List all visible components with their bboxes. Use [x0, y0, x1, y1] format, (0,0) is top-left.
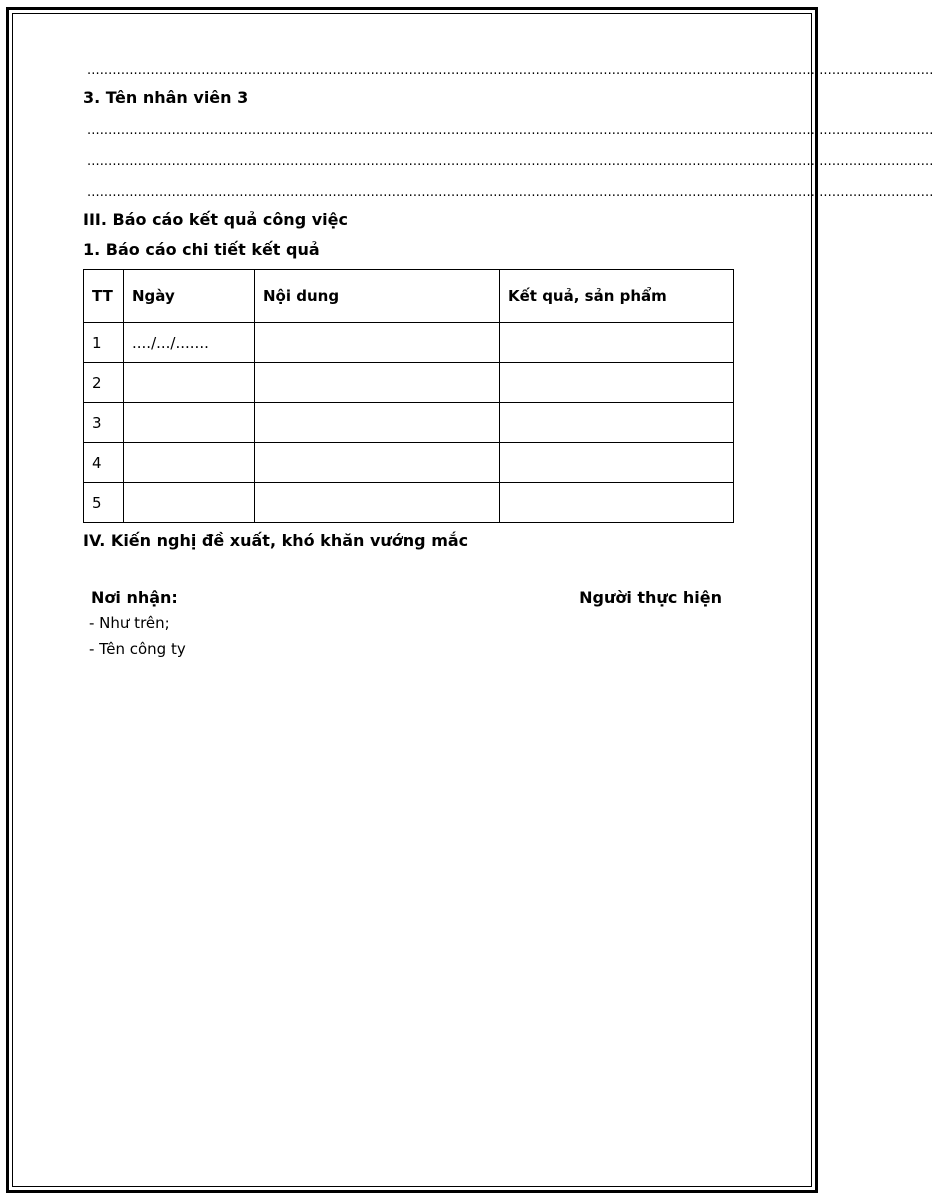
cell-content [255, 323, 500, 363]
results-table [83, 269, 734, 523]
cell-result [500, 323, 734, 363]
dotted-fill-line: ........................................................................................................................................................................................................ [87, 123, 933, 138]
cell-content [255, 363, 500, 403]
cell-tt: 1 [84, 323, 124, 363]
table-row [84, 443, 734, 483]
cell-result [500, 483, 734, 523]
cell-result [500, 443, 734, 483]
table-header-row [84, 270, 734, 323]
header-content: Nội dung [255, 270, 500, 323]
cell-tt: 5 [84, 483, 124, 523]
table-row [84, 403, 734, 443]
dotted-fill-line: ........................................................................................................................................................................................................ [87, 63, 933, 78]
cell-content [255, 443, 500, 483]
cell-tt: 2 [84, 363, 124, 403]
table-row [84, 363, 734, 403]
cell-date: ..../.../....... [124, 323, 255, 363]
dotted-fill-line: ........................................................................................................................................................................................................ [87, 185, 933, 200]
recipient-item: - Tên công ty [89, 640, 186, 658]
cell-date [124, 443, 255, 483]
cell-date [124, 483, 255, 523]
table-row [84, 483, 734, 523]
cell-result [500, 403, 734, 443]
subsection-1-heading: 1. Báo cáo chi tiết kết quả [83, 240, 320, 259]
recipients-label: Nơi nhận: [91, 588, 178, 607]
cell-date [124, 403, 255, 443]
header-result: Kết quả, sản phẩm [500, 270, 734, 323]
cell-content [255, 403, 500, 443]
cell-result [500, 363, 734, 403]
cell-tt: 4 [84, 443, 124, 483]
header-date: Ngày [124, 270, 255, 323]
performer-label: Người thực hiện [579, 588, 722, 607]
cell-content [255, 483, 500, 523]
recipient-item: - Như trên; [89, 614, 170, 632]
header-tt: TT [84, 270, 124, 323]
table-row [84, 323, 734, 363]
section-4-heading: IV. Kiến nghị đề xuất, khó khăn vướng mắc [83, 531, 469, 550]
dotted-fill-line: ........................................................................................................................................................................................................ [87, 154, 933, 169]
employee-3-heading: 3. Tên nhân viên 3 [83, 88, 249, 107]
section-3-heading: III. Báo cáo kết quả công việc [83, 210, 348, 229]
cell-date [124, 363, 255, 403]
cell-tt: 3 [84, 403, 124, 443]
